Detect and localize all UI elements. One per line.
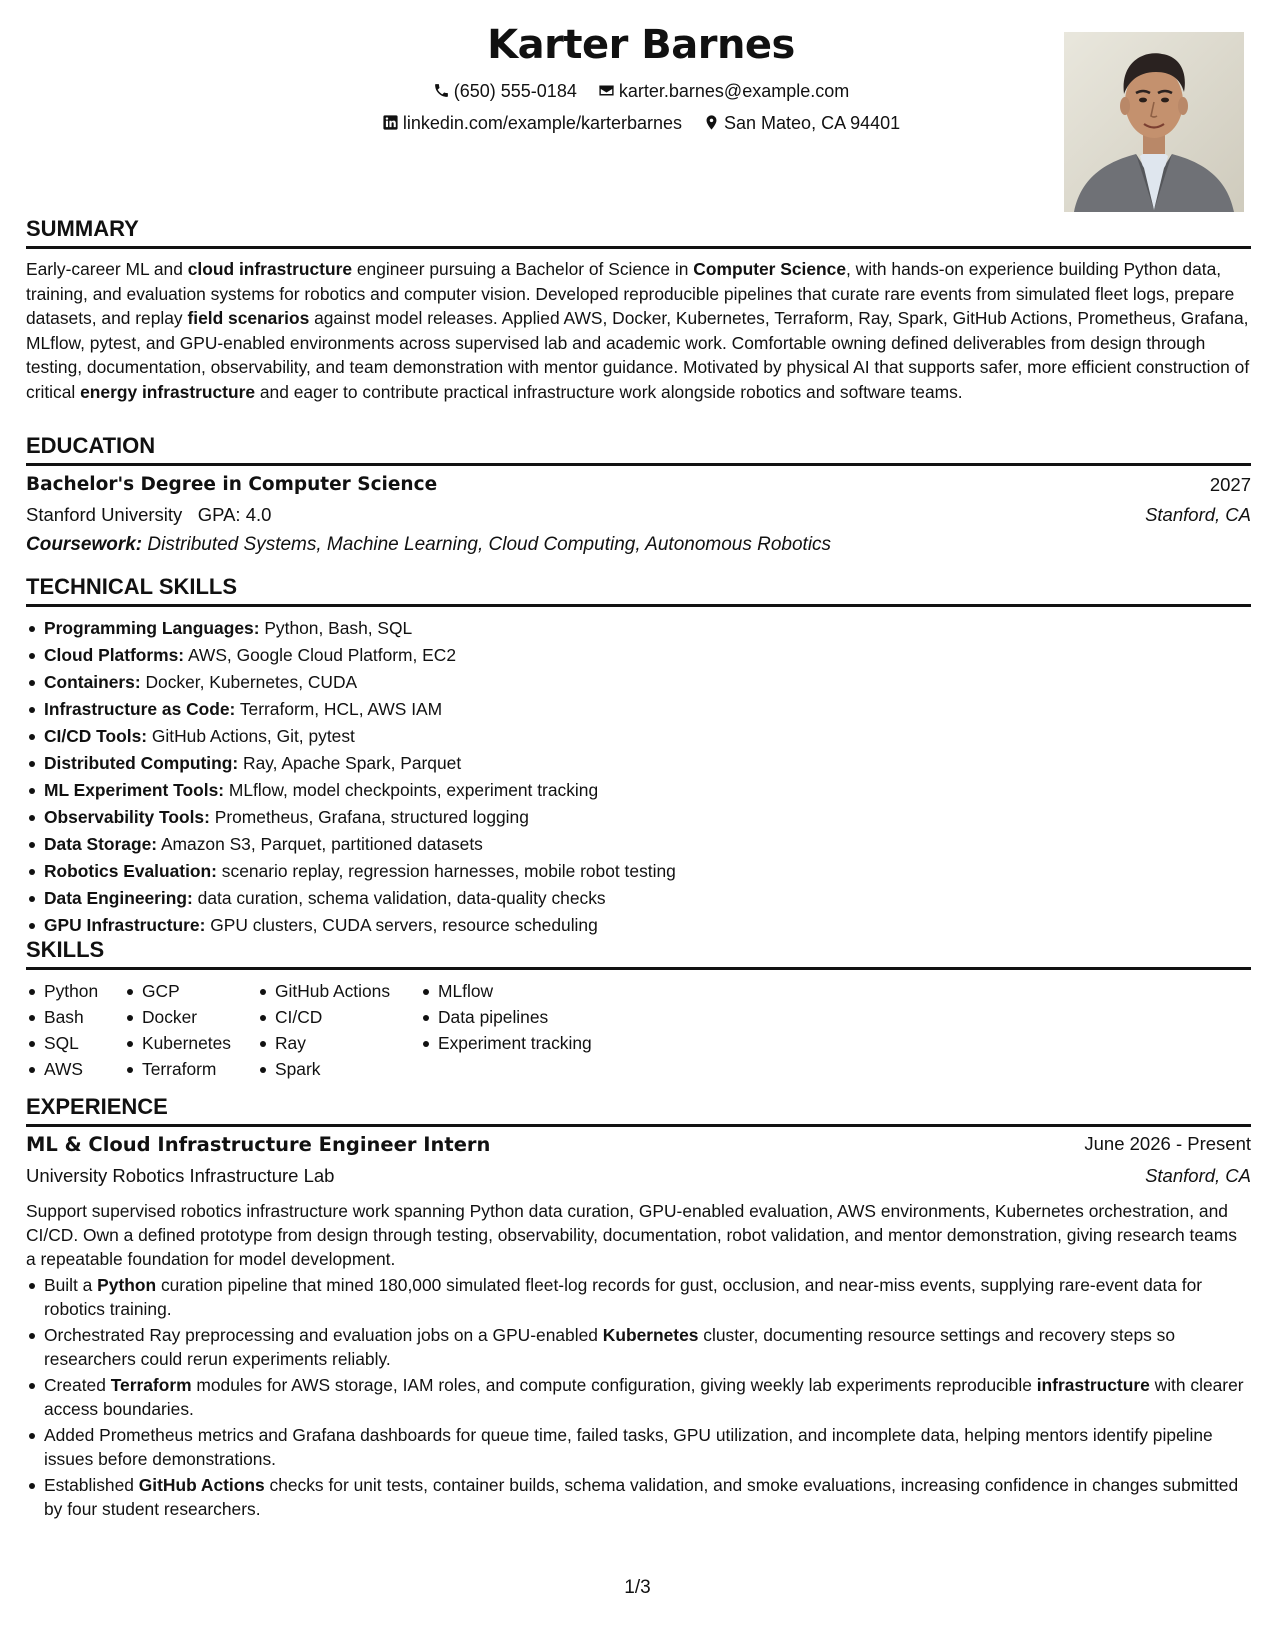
skill-category-values: Prometheus, Grafana, structured logging — [209, 807, 529, 827]
contact-phone — [433, 81, 577, 102]
coursework-label: Coursework: — [26, 534, 143, 555]
skill-category-label: Observability Tools: — [44, 807, 210, 827]
text-run: Early-career ML and — [26, 259, 188, 279]
skill-category-values: data curation, schema validation, data-quality checks — [192, 888, 606, 908]
education-school-row — [26, 504, 1251, 534]
emphasized-text: Kubernetes — [602, 1325, 699, 1345]
skill-item: GitHub Actions — [257, 978, 420, 1004]
skill-category-label: Infrastructure as Code: — [44, 699, 236, 719]
skills-column — [257, 978, 420, 1082]
skill-category-values: GPU clusters, CUDA servers, resource scheduling — [205, 915, 598, 935]
skill-item: Experiment tracking — [420, 1030, 620, 1056]
text-run: Created — [44, 1375, 111, 1395]
technical-skill-item — [26, 750, 1251, 777]
summary-section — [26, 216, 1251, 404]
school-location: Stanford, CA — [1145, 504, 1251, 525]
coursework-list: Distributed Systems, Machine Learning, Cloud Computing, Autonomous Robotics — [147, 534, 832, 555]
technical-skill-item — [26, 885, 1251, 912]
page-number: 1/3 — [624, 1577, 651, 1598]
job-bullet — [26, 1323, 1251, 1371]
emphasized-text: Terraform — [110, 1375, 192, 1395]
phone-text: (650) 555-0184 — [453, 80, 577, 101]
skill-category-label: Data Engineering: — [44, 888, 193, 908]
emphasized-text: cloud infrastructure — [187, 259, 353, 279]
skill-category-values: Docker, Kubernetes, CUDA — [140, 672, 358, 692]
skill-category-values: scenario replay, regression harnesses, mobile robot testing — [216, 861, 676, 881]
skill-item: Spark — [257, 1056, 420, 1082]
resume-page — [26, 0, 1251, 1650]
skill-item: Ray — [257, 1030, 420, 1056]
technical-skill-item — [26, 804, 1251, 831]
emphasized-text: energy infrastructure — [80, 381, 256, 402]
skill-item: Docker — [124, 1004, 257, 1030]
job-bullet — [26, 1423, 1251, 1471]
email-text: karter.barnes@example.com — [618, 80, 850, 101]
skill-item: Kubernetes — [124, 1030, 257, 1056]
technical-skills-section — [26, 574, 1251, 939]
envelope-icon — [598, 82, 615, 99]
skills-columns — [26, 978, 1251, 1082]
technical-skill-item — [26, 912, 1251, 939]
education-heading: EDUCATION — [26, 433, 156, 458]
technical-skill-item — [26, 669, 1251, 696]
summary-paragraph — [26, 257, 1251, 404]
education-section — [26, 433, 1251, 564]
technical-skill-item — [26, 858, 1251, 885]
skill-category-label: Containers: — [44, 672, 141, 692]
linkedin-text: linkedin.com/example/karterbarnes — [402, 112, 682, 133]
section-divider — [26, 246, 1251, 249]
skill-item: Bash — [26, 1004, 124, 1030]
emphasized-text: Computer Science — [693, 259, 846, 279]
education-degree-row — [26, 474, 1251, 504]
emphasized-text: Python — [97, 1275, 157, 1295]
phone-icon — [433, 82, 450, 99]
skill-category-label: Programming Languages: — [44, 618, 260, 638]
job-org-row — [26, 1165, 1251, 1197]
skill-category-label: Data Storage: — [44, 834, 158, 854]
skills-column — [420, 978, 620, 1082]
technical-skill-item — [26, 615, 1251, 642]
job-title-row — [26, 1133, 1251, 1165]
job-dates: June 2026 - Present — [1084, 1133, 1251, 1154]
resume-header — [26, 22, 1251, 212]
text-run: Established — [44, 1475, 139, 1495]
text-run: curation pipeline that mined 180,000 simulated fleet-log records for gust, occlusion, and near-miss events, supplying rare-event data for robotics training. — [44, 1275, 1203, 1319]
skill-category-label: Distributed Computing: — [44, 753, 239, 773]
section-divider — [26, 967, 1251, 970]
skill-item: AWS — [26, 1056, 124, 1082]
location-text: San Mateo, CA 94401 — [724, 112, 901, 133]
skill-item: GCP — [124, 978, 257, 1004]
job-organization: University Robotics Infrastructure Lab — [26, 1165, 335, 1186]
emphasized-text: infrastructure — [1036, 1375, 1150, 1395]
skills-column — [26, 978, 124, 1082]
school-info — [26, 504, 271, 526]
school-name: Stanford University — [26, 504, 183, 525]
emphasized-text: GitHub Actions — [138, 1475, 265, 1495]
skill-category-values: GitHub Actions, Git, pytest — [147, 726, 355, 746]
technical-skills-list — [26, 615, 1251, 939]
text-run: Added Prometheus metrics and Grafana dashboards for queue time, failed tasks, GPU utilization, and incomplete data, helping mentors identify pipeline issues before demonstrations. — [44, 1425, 1213, 1469]
skill-category-label: ML Experiment Tools: — [44, 780, 225, 800]
skills-section — [26, 937, 1251, 1082]
contact-linkedin[interactable] — [382, 113, 682, 134]
skill-item: Data pipelines — [420, 1004, 620, 1030]
section-divider — [26, 604, 1251, 607]
job-description: Support supervised robotics infrastructure work spanning Python data curation, GPU-enabled evaluation, AWS environments, Kubernetes orchestration, and CI/CD. Own a defined prototype from design through testing, observability, documentation, robot validation, and mentor demonstration, giving research teams a repeatable foundation for model development. — [26, 1201, 1237, 1269]
skill-category-label: GPU Infrastructure: — [44, 915, 206, 935]
profile-photo — [1064, 32, 1244, 212]
technical-skill-item — [26, 777, 1251, 804]
text-run: against model releases. Applied AWS, Docker, Kubernetes, Terraform, Ray, Spark, GitHub Actions, Prometheus, Grafana, MLflow, pytest, and GPU-enabled environments across supervised lab and academic work. Comfortable owning defined deliverables from design through testing, documentation, observability, and team demonstration with mentor guidance. Motivated by physical AI that supports safer, more efficient construction of critical — [26, 308, 1250, 402]
skill-category-values: MLflow, model checkpoints, experiment tracking — [224, 780, 599, 800]
map-pin-icon — [703, 114, 720, 131]
summary-heading: SUMMARY — [26, 216, 139, 241]
experience-heading: EXPERIENCE — [26, 1094, 168, 1119]
linkedin-icon — [382, 114, 399, 131]
graduation-year: 2027 — [1209, 474, 1251, 495]
skill-category-values: AWS, Google Cloud Platform, EC2 — [184, 645, 457, 665]
skills-heading: SKILLS — [26, 937, 105, 962]
text-run: with clearer access boundaries. — [44, 1375, 1244, 1419]
skill-category-label: Robotics Evaluation: — [44, 861, 217, 881]
contact-location — [703, 113, 900, 134]
skill-item: Python — [26, 978, 124, 1004]
text-run: Orchestrated Ray preprocessing and evaluation jobs on a GPU-enabled — [44, 1325, 603, 1345]
job-location: Stanford, CA — [1145, 1165, 1251, 1186]
text-run: cluster, documenting resource settings and recovery steps so researchers could rerun experiments reliably. — [44, 1325, 1176, 1369]
skills-column — [124, 978, 257, 1082]
skill-item: Terraform — [124, 1056, 257, 1082]
skill-category-label: Cloud Platforms: — [44, 645, 185, 665]
coursework-row — [26, 534, 1251, 564]
text-run: and eager to contribute practical infrastructure work alongside robotics and software teams. — [255, 381, 963, 402]
job-bullets — [26, 1273, 1251, 1521]
contact-email[interactable] — [598, 81, 849, 102]
text-run: engineer pursuing a Bachelor of Science in — [352, 259, 694, 279]
candidate-name: Karter Barnes — [487, 22, 795, 68]
experience-section — [26, 1094, 1251, 1523]
technical-skill-item — [26, 723, 1251, 750]
gpa: GPA: 4.0 — [197, 504, 272, 525]
job-bullet — [26, 1373, 1251, 1421]
technical-skill-item — [26, 642, 1251, 669]
technical-skill-item — [26, 831, 1251, 858]
skill-category-label: CI/CD Tools: — [44, 726, 148, 746]
skill-category-values: Python, Bash, SQL — [259, 618, 413, 638]
text-run: , with hands-on experience building Python data, training, and evaluation systems for robotics and computer vision. Developed reproducible pipelines that curate rare events from simulated fleet logs, prepare datasets, and replay — [26, 259, 1235, 328]
text-run: checks for unit tests, container builds, schema validation, and smoke evaluations, increasing confidence in changes submitted by four student researchers. — [44, 1475, 1239, 1519]
emphasized-text: field scenarios — [187, 308, 310, 328]
technical-skills-heading: TECHNICAL SKILLS — [26, 574, 238, 599]
technical-skill-item — [26, 696, 1251, 723]
skill-category-values: Terraform, HCL, AWS IAM — [235, 699, 443, 719]
skill-category-values: Amazon S3, Parquet, partitioned datasets — [157, 834, 483, 854]
job-title: ML & Cloud Infrastructure Engineer Intern — [26, 1133, 491, 1156]
skill-item: CI/CD — [257, 1004, 420, 1030]
skill-item: MLflow — [420, 978, 620, 1004]
text-run: modules for AWS storage, IAM roles, and compute configuration, giving weekly lab experiments reproducible — [191, 1375, 1037, 1395]
job-bullet — [26, 1273, 1251, 1321]
degree-name: Bachelor's Degree in Computer Science — [26, 474, 438, 495]
skill-item: SQL — [26, 1030, 124, 1056]
text-run: Built a — [44, 1275, 98, 1295]
skill-category-values: Ray, Apache Spark, Parquet — [238, 753, 462, 773]
job-bullet — [26, 1473, 1251, 1521]
